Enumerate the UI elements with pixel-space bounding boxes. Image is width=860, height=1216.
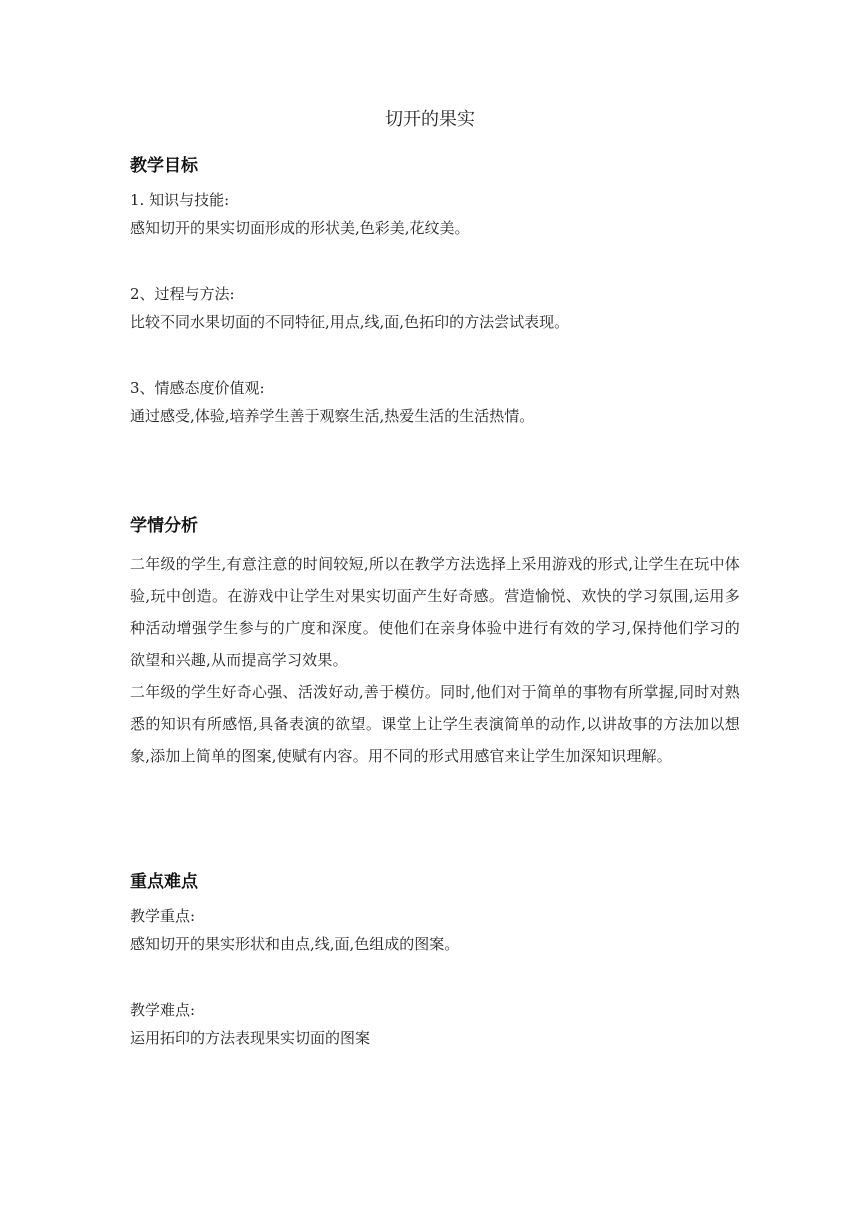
key-points-heading: 重点难点 <box>130 872 198 892</box>
objective-item <box>130 188 740 240</box>
key-point-label: 教学难点: <box>130 1001 196 1019</box>
analysis-heading: 学情分析 <box>130 516 198 536</box>
document-title: 切开的果实 <box>385 109 475 130</box>
objective-label: 1. 知识与技能: <box>130 191 230 209</box>
analysis-paragraph: 二年级的学生,有意注意的时间较短,所以在教学方法选择上采用游戏的形式,让学生在玩中体验,玩中创造。在游戏中让学生对果实切面产生好奇感。营造愉悦、欢快的学习氛围,运用多种活动增强学生参与的广度和深度。使他们在亲身体验中进行有效的学习,保持他们学习的欲望和兴趣,从而提高学习效果。 <box>130 555 740 669</box>
objective-item <box>130 376 740 428</box>
analysis-section <box>130 514 740 772</box>
key-point-item <box>130 904 740 956</box>
objective-item <box>130 282 740 334</box>
objectives-heading: 教学目标 <box>130 156 198 176</box>
key-point-text: 感知切开的果实形状和由点,线,面,色组成的图案。 <box>130 935 460 953</box>
key-point-label: 教学重点: <box>130 907 196 925</box>
objectives-section <box>130 154 740 428</box>
objective-text: 感知切开的果实切面形成的形状美,色彩美,花纹美。 <box>130 219 470 237</box>
key-points-section <box>130 870 740 1050</box>
objective-text: 通过感受,体验,培养学生善于观察生活,热爱生活的生活热情。 <box>130 407 535 425</box>
analysis-paragraph: 二年级的学生好奇心强、活泼好动,善于模仿。同时,他们对于简单的事物有所掌握,同时对熟悉的知识有所感悟,具备表演的欲望。课堂上让学生表演简单的动作,以讲故事的方法加以想象,添加上简单的图案,使赋有内容。用不同的形式用感官来让学生加深知识理解。 <box>130 683 740 765</box>
objective-label: 2、过程与方法: <box>130 285 235 303</box>
objective-label: 3、情感态度价值观: <box>130 379 265 397</box>
key-point-item <box>130 998 740 1050</box>
objective-text: 比较不同水果切面的不同特征,用点,线,面,色拓印的方法尝试表现。 <box>130 313 570 331</box>
key-point-text: 运用拓印的方法表现果实切面的图案 <box>130 1029 371 1047</box>
